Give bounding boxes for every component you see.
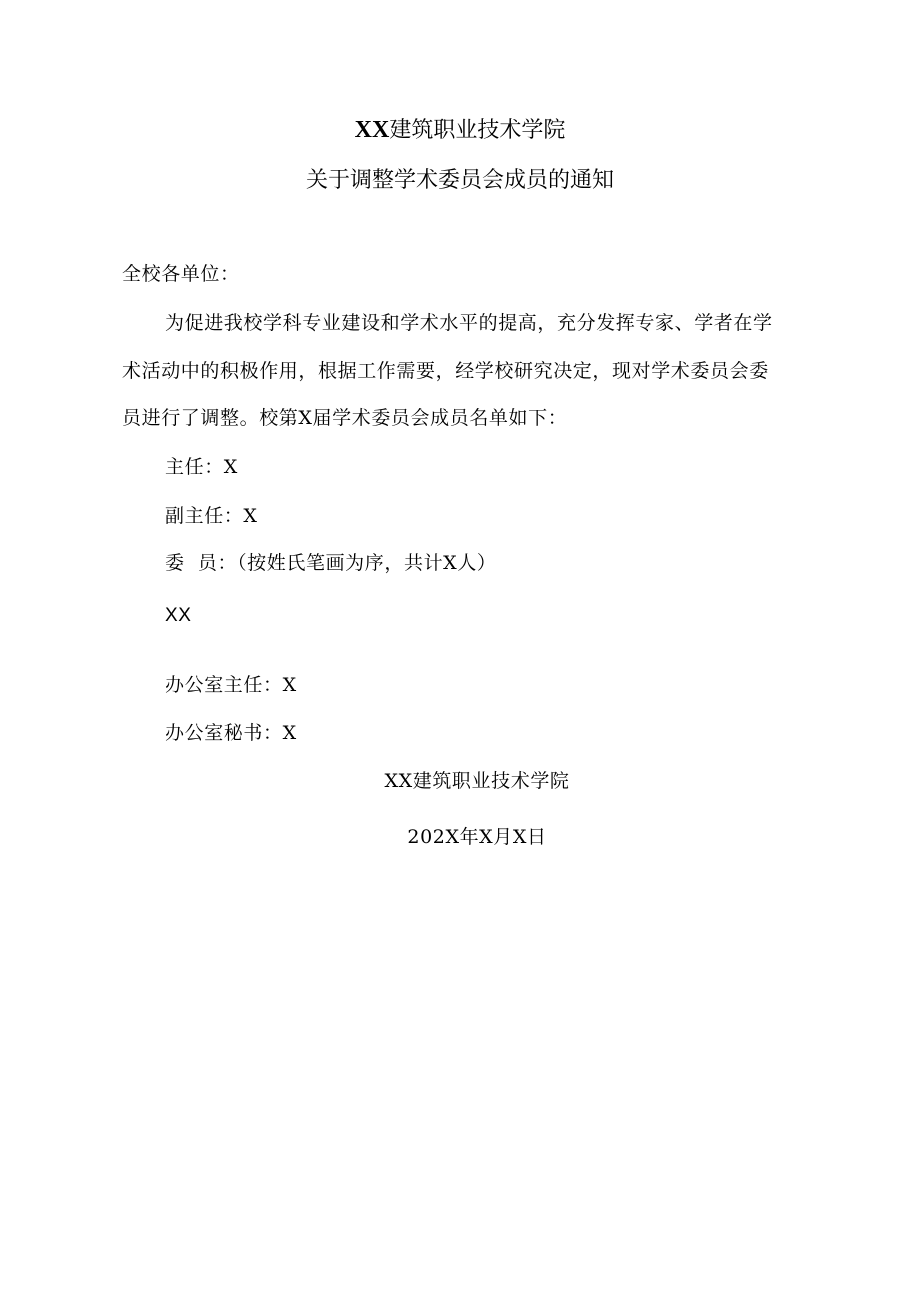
- paragraph-line-3: 员进行了调整。校第X届学术委员会成员名单如下：: [122, 407, 568, 429]
- document-title-prefix: XX: [354, 117, 390, 143]
- members-label: 委 员：（按姓氏笔画为序，共计X人）: [165, 552, 497, 574]
- office-head-line: 办公室主任：X: [165, 674, 297, 696]
- paragraph-line-2: 术活动中的积极作用，根据工作需要，经学校研究决定，现对学术委员会委: [122, 360, 769, 382]
- signature-date: 202X年X月X日: [407, 826, 547, 848]
- salutation: 全校各单位：: [122, 263, 240, 285]
- office-secretary-line: 办公室秘书：X: [165, 722, 297, 744]
- members-names: XX: [165, 605, 192, 626]
- vice-chair-line: 副主任：X: [165, 505, 258, 527]
- signature-organization: XX建筑职业技术学院: [384, 770, 570, 792]
- paragraph-line-1: 为促进我校学科专业建设和学术水平的提高，充分发挥专家、学者在学: [165, 312, 773, 334]
- chair-line: 主任：X: [165, 456, 238, 478]
- document-title-name: 建筑职业技术学院: [389, 118, 566, 143]
- document-title: [0, 118, 920, 142]
- document-subtitle: 关于调整学术委员会成员的通知: [305, 168, 614, 193]
